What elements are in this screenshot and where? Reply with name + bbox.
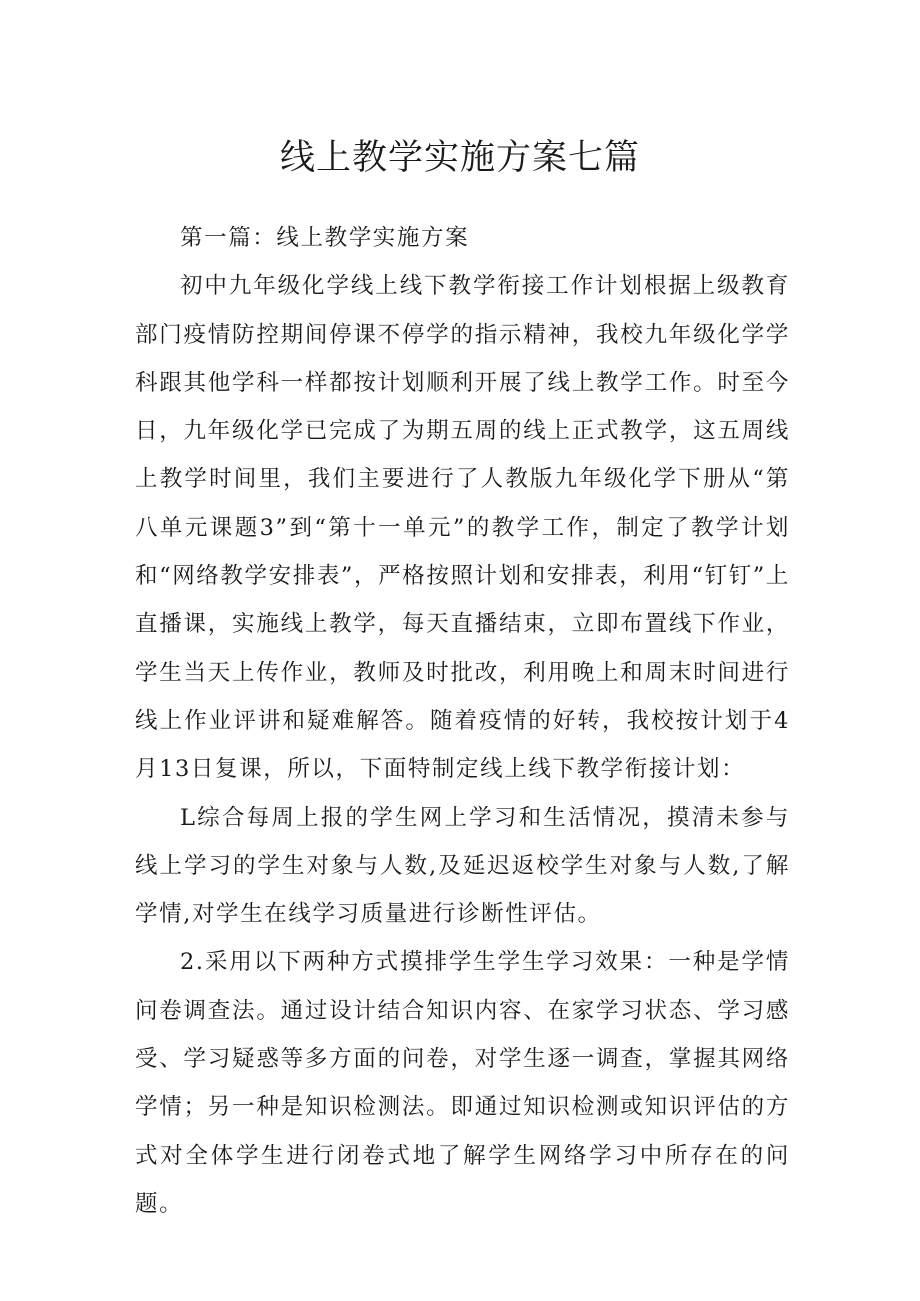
document-body xyxy=(135,214,790,1228)
document-title: 线上教学实施方案七篇 xyxy=(279,138,640,178)
section-heading: 第一篇：线上教学实施方案 xyxy=(180,225,470,251)
paragraph-intro: 初中九年级化学线上线下教学衔接工作计划根据上级教育部门疫情防控期间停课不停学的指示精神，我校九年级化学学科跟其他学科一样都按计划顺利开展了线上教学工作。时至今日，九年级化学已完成了为期五周的线上正式教学，这五周线上教学时间里，我们主要进行了人教版九年级化学下册从“第八单元课题3”到“第十一单元”的教学工作，制定了教学计划和“网络教学安排表”，严格按照计划和安排表，利用“钉钉”上直播课，实施线上教学，每天直播结束，立即布置线下作业，学生当天上传作业，教师及时批改，利用晚上和周末时间进行线上作业评讲和疑难解答。随着疫情的好转，我校按计划于4月13日复课，所以，下面特制定线上线下教学衔接计划： xyxy=(135,273,790,783)
paragraph-item-1: L综合每周上报的学生网上学习和生活情况，摸清未参与线上学习的学生对象与人数,及延迟返校学生对象与人数,了解学情,对学生在线学习质量进行诊断性评估。 xyxy=(135,804,790,928)
paragraph-item-2: 2.采用以下两种方式摸排学生学生学习效果：一种是学情问卷调查法。通过设计结合知识内容、在家学习状态、学习感受、学习疑惑等多方面的问卷，对学生逐一调查，掌握其网络学情；另一种是知识检测法。即通过知识检测或知识评估的方式对全体学生进行闭卷式地了解学生网络学习中所存在的问题。 xyxy=(135,949,790,1217)
